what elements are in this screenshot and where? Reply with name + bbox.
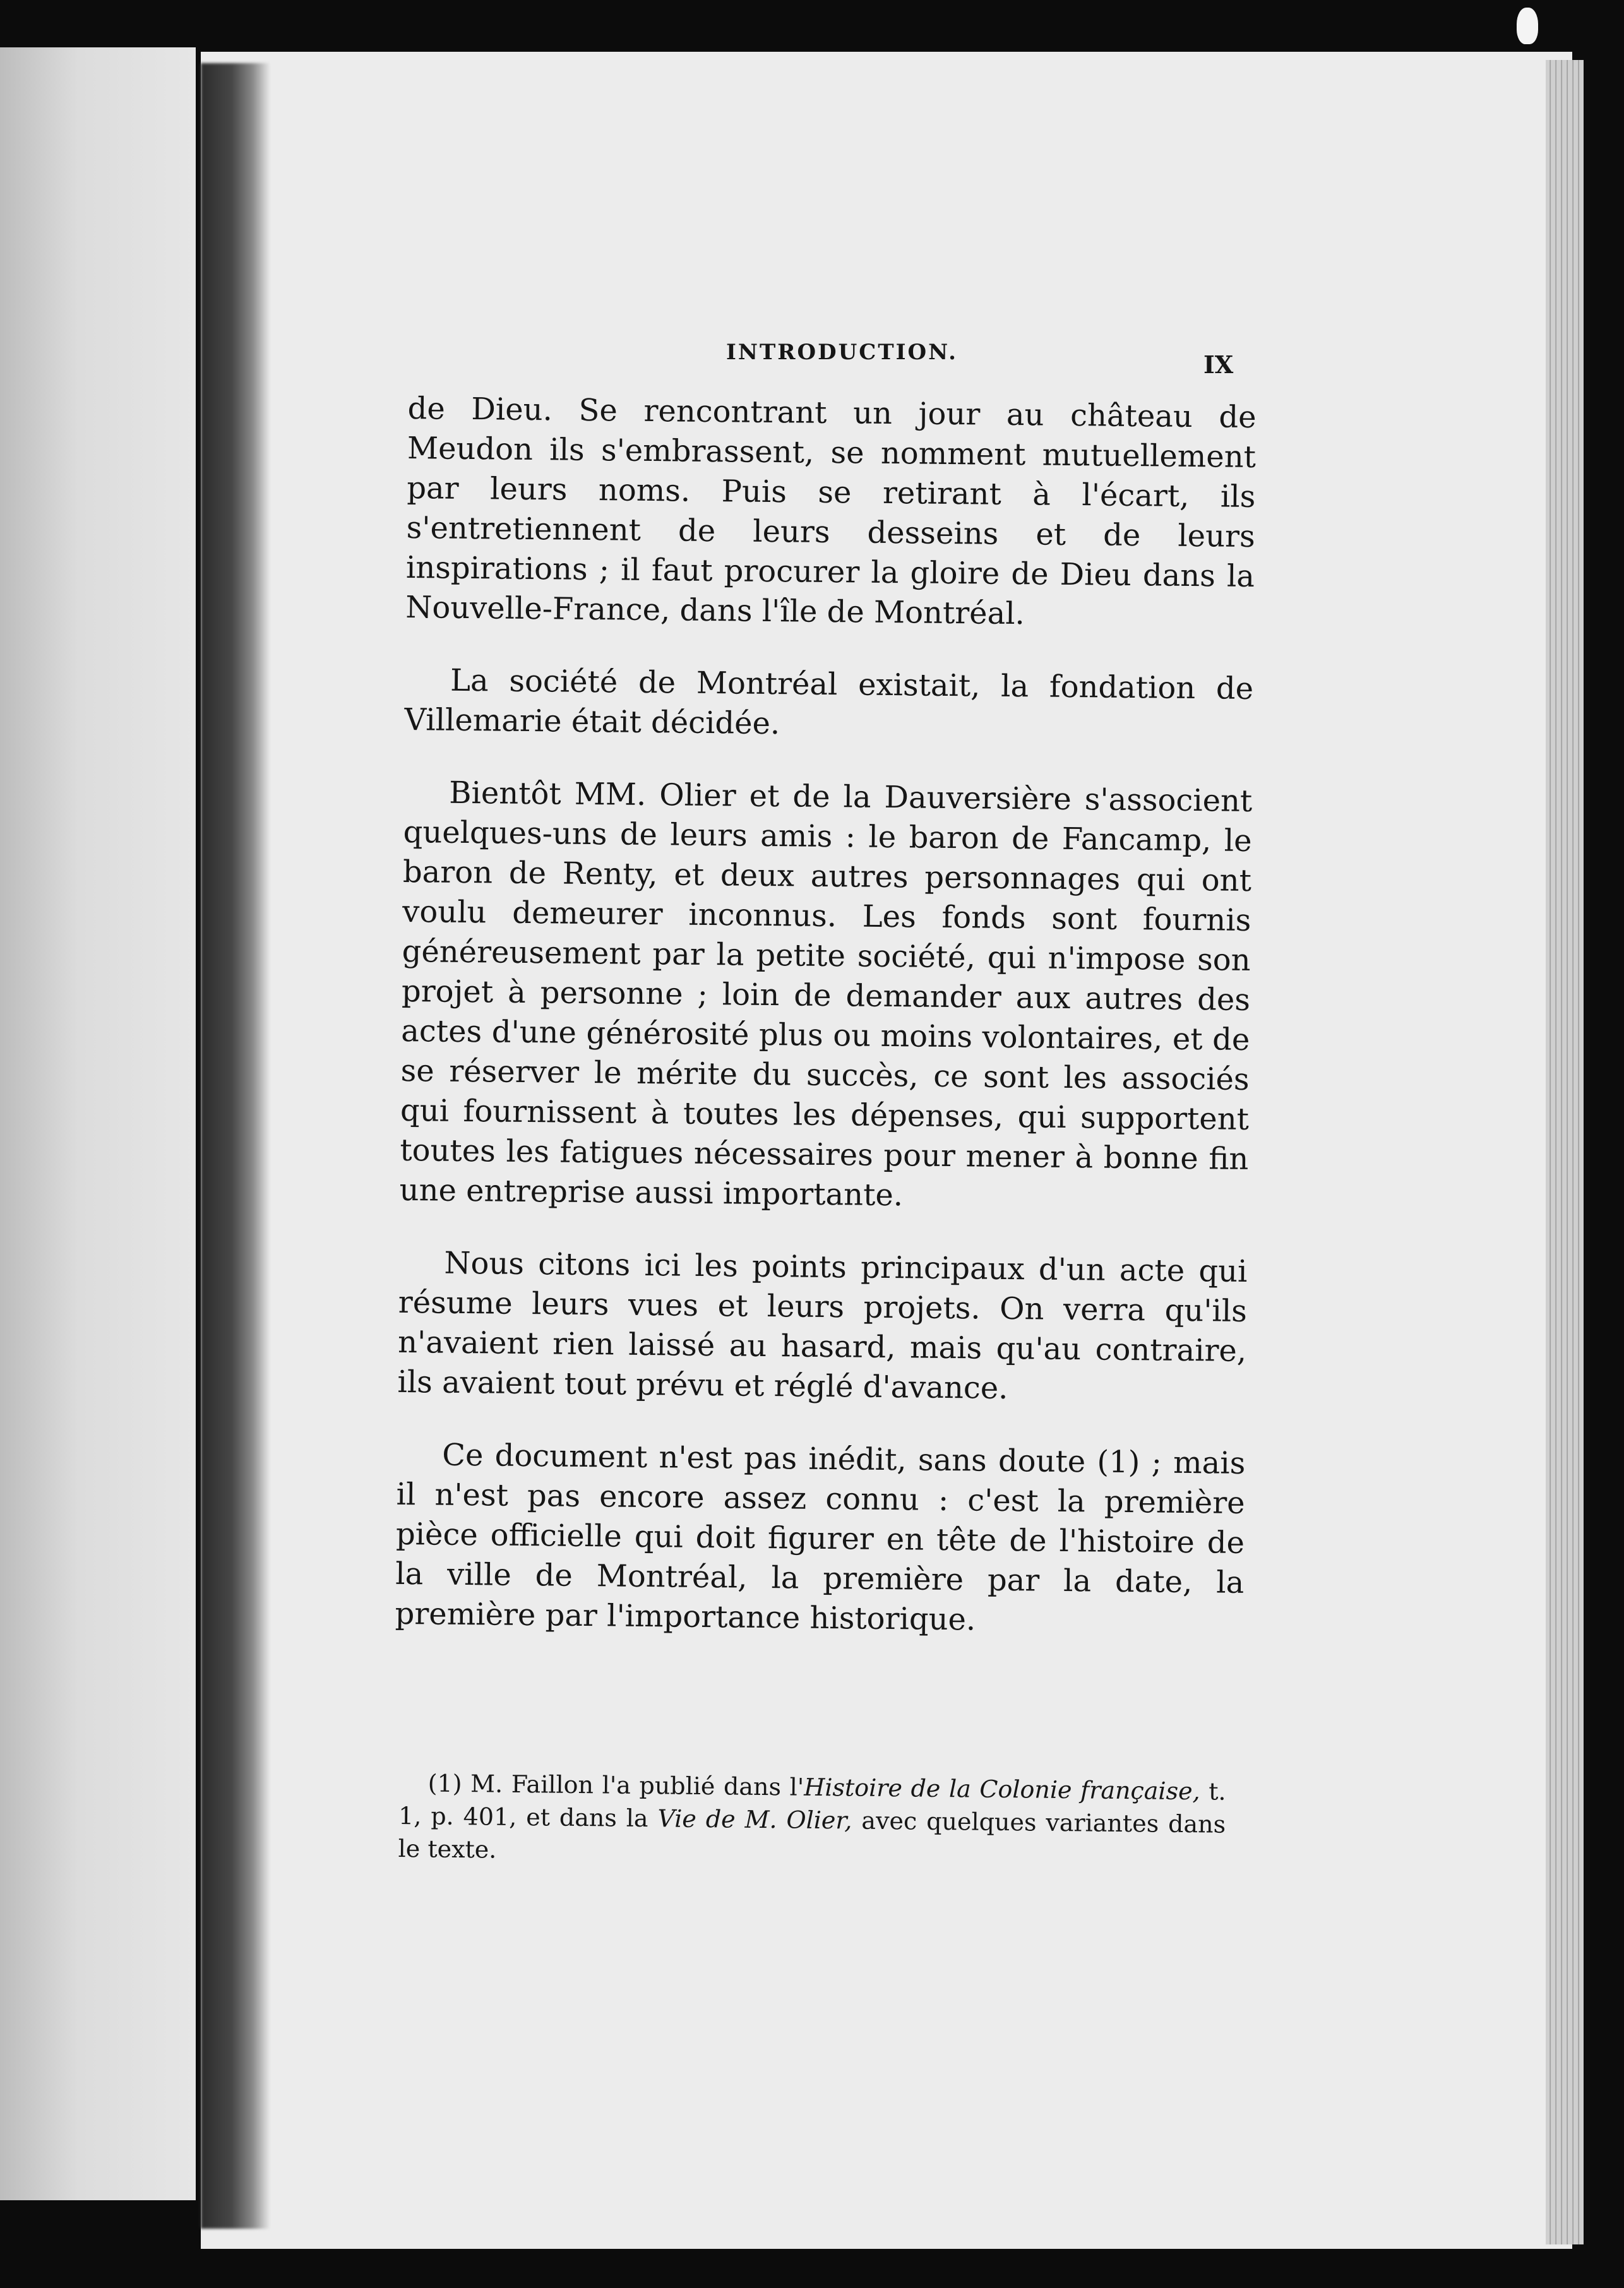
footnote-text: M. Faillon l'a publié dans l' <box>470 1770 804 1801</box>
paragraph: de Dieu. Se rencontrant un jour au château de Meudon ils s'embrassent, se nomment mutuellement par leurs noms. Puis se retirant à l'écart, ils s'entretiennent de leurs desseins et de leurs inspirations ; il faut procurer la gloire de Dieu dans la Nouvelle-France, dans l'île de Montréal. <box>405 390 1257 632</box>
footnote-title-italic: Vie de M. Olier, <box>657 1804 852 1835</box>
paragraph: Nous citons ici les points principaux d'un acte qui résume leurs vues et leurs projets. On verra qu'ils n'avaient rien laissé au hasard, mais qu'au contraire, ils avaient tout prévu et réglé d'avance. <box>397 1245 1248 1407</box>
footnote-marker: (1) <box>427 1769 462 1798</box>
page-stack-edge <box>1546 60 1584 2244</box>
footnote-text: avec quelques variantes dans le texte. <box>398 1806 1226 1864</box>
paragraph: La société de Montréal existait, la fondation de Villemarie était décidée. <box>404 662 1254 742</box>
paragraph: Ce document n'est pas inédit, sans doute (1) ; mais il n'est pas encore assez connu : c'est la première pièce officielle qui doit figurer en tête de l'histoire de la ville de Montréal, la première par la date, la première par l'importance historique. <box>395 1437 1246 1638</box>
facing-page-edge <box>0 47 196 2200</box>
paragraph: Bientôt MM. Olier et de la Dauversière s'associent quelques-uns de leurs amis : le baron de Fancamp, le baron de Renty, et deux autres personnages qui ont voulu demeurer inconnus. Les fonds sont fournis généreusement par la petite société, qui n'impose son projet à personne ; loin de demander aux autres des actes d'une générosité plus ou moins volontaires, et de se réserver le mérite du succès, ce sont les associés qui fournissent à toutes les dépenses, qui supportent toutes les fatigues nécessaires pour mener à bonne fin une entreprise aussi importante. <box>399 775 1253 1213</box>
footnote-text: t. 1, p. 401, et dans la <box>398 1777 1226 1833</box>
footnote-title-italic: Histoire de la Colonie française, <box>803 1773 1200 1806</box>
body-text <box>395 389 1257 1676</box>
binding-gutter-shadow <box>201 63 270 2229</box>
running-title: INTRODUCTION. <box>726 340 958 365</box>
footnote <box>398 1767 1226 1874</box>
scan-artifact <box>1517 8 1538 44</box>
page-number: IX <box>1203 350 1234 379</box>
